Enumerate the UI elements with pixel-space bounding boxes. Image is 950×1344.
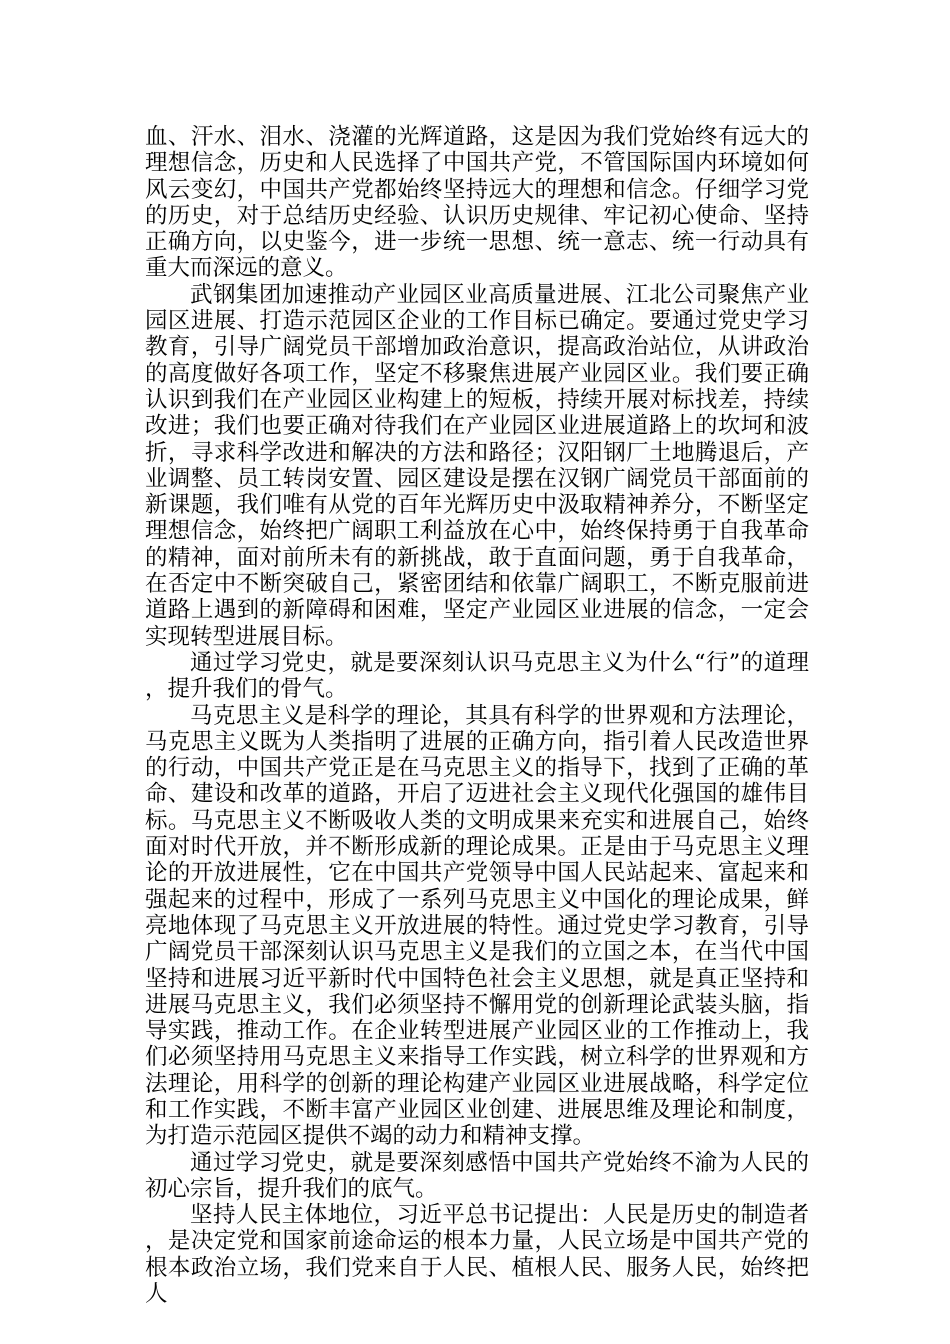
- paragraph-marxism-heading: 通过学习党史，就是要深刻认识马克思主义为什么“行”的道理，提升我们的骨气。: [145, 649, 809, 703]
- paragraph-continuation: 血、汗水、泪水、浇灌的光辉道路，这是因为我们党始终有远大的理想信念，历史和人民选择了中国共产党，不管国际国内环境如何风云变幻，中国共产党都始终坚持远大的理想和信念。仔细学习党的历史，对于总结历史经验、认识历史规律、牢记初心使命、坚持正确方向，以史鉴今，进一步统一思想、统一意志、统一行动具有重大而深远的意义。: [145, 124, 809, 282]
- document-page: [145, 124, 809, 1307]
- paragraph-marxism-body: 马克思主义是科学的理论，其具有科学的世界观和方法理论，马克思主义既为人类指明了进展的正确方向，指引着人民改造世界的行动，中国共产党正是在马克思主义的指导下，找到了正确的革命、建设和改革的道路，开启了迈进社会主义现代化强国的雄伟目标。马克思主义不断吸收人类的文明成果来充实和进展自己，始终面对时代开放，并不断形成新的理论成果。正是由于马克思主义理论的开放进展性，它在中国共产党领导中国人民站起来、富起来和强起来的过程中，形成了一系列马克思主义中国化的理论成果，鲜亮地体现了马克思主义开放进展的特性。通过党史学习教育，引导广阔党员干部深刻认识马克思主义是我们的立国之本，在当代中国坚持和进展习近平新时代中国特色社会主义思想，就是真正坚持和进展马克思主义，我们必须坚持不懈用党的创新理论武装头脑，指导实践，推动工作。在企业转型进展产业园区业的工作推动上，我们必须坚持用马克思主义来指导工作实践，树立科学的世界观和方法理论，用科学的创新的理论构建产业园区业进展战略，科学定位和工作实践，不断丰富产业园区业创建、进展思维及理论和制度，为打造示范园区提供不竭的动力和精神支撑。: [145, 702, 809, 1150]
- paragraph-people-body: 坚持人民主体地位，习近平总书记提出：人民是历史的制造者，是决定党和国家前途命运的根本力量，人民立场是中国共产党的根本政治立场，我们党来自于人民、植根人民、服务人民，始终把人: [145, 1202, 809, 1308]
- paragraph-people-heading: 通过学习党史，就是要深刻感悟中国共产党始终不渝为人民的初心宗旨，提升我们的底气。: [145, 1149, 809, 1202]
- paragraph-wugang-group: 武钢集团加速推动产业园区业高质量进展、江北公司聚焦产业园区进展、打造示范园区企业的工作目标已确定。要通过党史学习教育，引导广阔党员干部增加政治意识，提高政治站位，从讲政治的高度做好各项工作，坚定不移聚焦进展产业园区业。我们要正确认识到我们在产业园区业构建上的短板，持续开展对标找差，持续改进；我们也要正确对待我们在产业园区业进展道路上的坎坷和波折，寻求科学改进和解决的方法和路径；汉阳钢厂土地腾退后，产业调整、员工转岗安置、园区建设是摆在汉钢广阔党员干部面前的新课题，我们唯有从党的百年光辉历史中汲取精神养分，不断坚定理想信念，始终把广阔职工利益放在心中，始终保持勇于自我革命的精神，面对前所未有的新挑战，敢于直面问题，勇于自我革命，在否定中不断突破自己，紧密团结和依靠广阔职工，不断克服前进道路上遇到的新障碍和困难，坚定产业园区业进展的信念，一定会实现转型进展目标。: [145, 281, 809, 650]
